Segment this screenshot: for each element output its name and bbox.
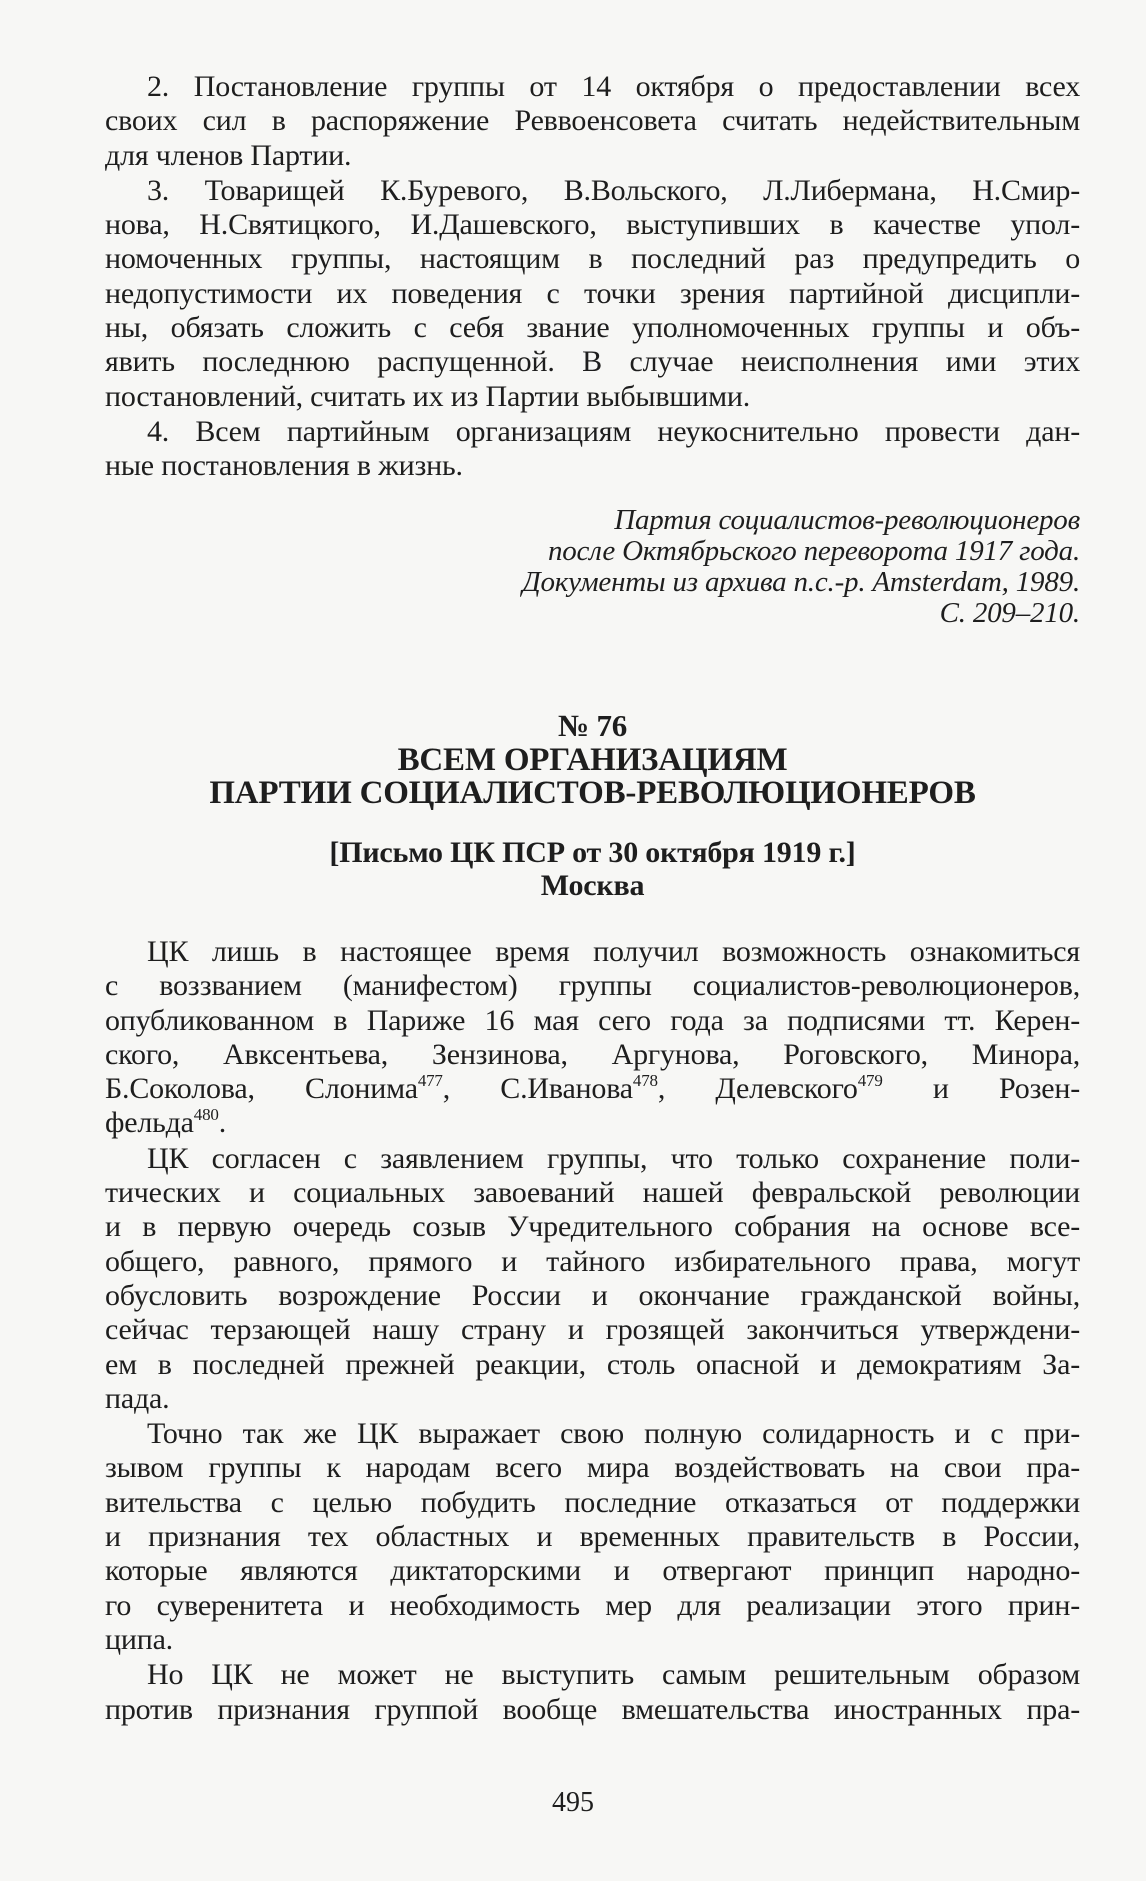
document-title-line: ПАРТИИ СОЦИАЛИСТОВ-РЕВОЛЮЦИОНЕРОВ xyxy=(209,775,976,811)
page-number: 495 xyxy=(552,1787,594,1818)
text-line: ны, обязать сложить с себя звание уполномоченных группы и объ- xyxy=(105,311,1080,345)
citation-line: С. 209–210. xyxy=(939,597,1080,629)
paragraph xyxy=(105,935,1080,1141)
text-line: номоченных группы, настоящим в последний раз предупредить о xyxy=(105,242,1080,276)
text-segment: ем в последней прежней реакции, столь опасной и демократиям За- xyxy=(105,1347,1080,1381)
text-line xyxy=(105,1245,1080,1279)
paragraph xyxy=(105,1142,1080,1416)
text-segment: и признания тех областных и временных правительств в России, xyxy=(105,1520,1080,1554)
text-segment: вительства с целью побудить последние отказаться от поддержки xyxy=(105,1485,1080,1519)
text-line: постановлений, считать их из Партии выбывшими. xyxy=(105,379,751,413)
text-line xyxy=(105,1554,1080,1588)
letter-body xyxy=(105,935,1080,1728)
text-line xyxy=(105,1520,1080,1554)
text-line xyxy=(105,1313,1080,1347)
text-segment: . xyxy=(218,1106,227,1140)
text-line: явить последнюю распущенной. В случае неисполнения ими этих xyxy=(105,345,1080,379)
text-line: 3. Товарищей К.Буревого, В.Вольского, Л.Либермана, Н.Смир- xyxy=(147,173,1080,207)
citation-line: Партия социалистов-революционеров xyxy=(614,504,1080,536)
text-segment: зывом группы к народам всего мира воздействовать на свои пра- xyxy=(105,1451,1080,1485)
footnote-ref: 477 xyxy=(417,1071,443,1091)
text-line xyxy=(105,969,1080,1003)
text-line xyxy=(105,1106,1080,1140)
footnote-ref: 478 xyxy=(632,1071,658,1091)
text-line xyxy=(105,1382,1080,1416)
text-line xyxy=(105,1210,1080,1244)
footnote-ref: 480 xyxy=(193,1105,219,1125)
text-line: для членов Партии. xyxy=(105,138,352,172)
text-line xyxy=(105,1279,1080,1313)
text-line xyxy=(105,1038,1080,1072)
text-segment: , С.Иванова xyxy=(442,1072,633,1106)
footnote-ref: 479 xyxy=(857,1071,883,1091)
document-number: № 76 xyxy=(557,708,628,743)
text-line xyxy=(105,935,1080,969)
document-place: Москва xyxy=(540,869,645,902)
text-line: 4. Всем партийным организациям неукоснительно провести дан- xyxy=(147,414,1080,448)
text-line xyxy=(105,1004,1080,1038)
text-segment: ЦК согласен с заявлением группы, что только сохранение поли- xyxy=(147,1141,1080,1175)
text-line xyxy=(105,1348,1080,1382)
text-segment: против признания группой вообще вмешательства иностранных пра- xyxy=(105,1692,1080,1726)
text-line: ные постановления в жизнь. xyxy=(105,449,463,483)
text-segment: обусловить возрождение России и окончание гражданской войны, xyxy=(105,1278,1080,1312)
top-paragraphs xyxy=(105,70,1080,485)
text-segment: фельда xyxy=(105,1106,194,1140)
citation-line: Документы из архива п.с.-р. Amsterdam, 1989. xyxy=(522,566,1080,598)
text-segment: опубликованном в Париже 16 мая сего года за подписями тт. Керен- xyxy=(105,1003,1080,1037)
text-segment: пада. xyxy=(105,1381,170,1415)
text-line xyxy=(105,1142,1080,1176)
text-segment: Точно так же ЦК выражает свою полную солидарность и с при- xyxy=(147,1417,1080,1451)
paragraph xyxy=(105,1417,1080,1657)
paragraph xyxy=(105,70,1080,173)
text-line xyxy=(105,1072,1080,1106)
text-line xyxy=(105,1589,1080,1623)
document-subtitle: [Письмо ЦК ПСР от 30 октября 1919 г.] xyxy=(329,836,856,869)
text-segment: и в первую очередь созыв Учредительного собрания на основе все- xyxy=(105,1210,1080,1244)
text-line xyxy=(105,1451,1080,1485)
paragraph xyxy=(105,174,1080,414)
text-line xyxy=(105,1176,1080,1210)
text-line: 2. Постановление группы от 14 октября о предоставлении всех xyxy=(147,70,1080,103)
text-line xyxy=(105,1693,1080,1727)
source-citation xyxy=(105,505,1080,629)
text-segment: которые являются диктаторскими и отвергают принцип народно- xyxy=(105,1554,1080,1588)
text-segment: ского, Авксентьева, Зензинова, Аргунова, Роговского, Минора, xyxy=(105,1037,1080,1071)
text-segment: сейчас терзающей нашу страну и грозящей закончиться утверждени- xyxy=(105,1313,1080,1347)
text-line xyxy=(105,1417,1080,1451)
text-segment: ципа. xyxy=(105,1622,173,1656)
paragraph xyxy=(105,1658,1080,1727)
document-title-line: ВСЕМ ОРГАНИЗАЦИЯМ xyxy=(397,742,788,778)
text-segment: общего, равного, прямого и тайного избирательного права, могут xyxy=(105,1244,1080,1278)
text-line: нова, Н.Святицкого, И.Дашевского, выступивших в качестве упол- xyxy=(105,208,1080,242)
text-segment: го суверенитета и необходимость мер для реализации этого прин- xyxy=(105,1588,1080,1622)
paragraph xyxy=(105,415,1080,484)
text-line: недопустимости их поведения с точки зрения партийной дисципли- xyxy=(105,276,1080,310)
document-header xyxy=(105,708,1080,902)
text-segment: , Делевского xyxy=(657,1072,858,1106)
citation-line: после Октябрьского переворота 1917 года. xyxy=(547,535,1080,567)
text-segment: Но ЦК не может не выступить самым решительным образом xyxy=(147,1658,1080,1692)
text-segment: и Розен- xyxy=(882,1072,1080,1106)
text-segment: тических и социальных завоеваний нашей февральской революции xyxy=(105,1176,1080,1210)
text-segment: с воззванием (манифестом) группы социалистов-революционеров, xyxy=(105,969,1080,1003)
text-line xyxy=(105,1486,1080,1520)
text-line xyxy=(105,1623,1080,1657)
text-segment: ЦК лишь в настоящее время получил возможность ознакомиться xyxy=(147,935,1080,968)
text-segment: Б.Соколова, Слонима xyxy=(105,1072,418,1106)
text-line: своих сил в распоряжение Реввоенсовета считать недействительным xyxy=(105,104,1080,138)
text-line xyxy=(105,1658,1080,1692)
